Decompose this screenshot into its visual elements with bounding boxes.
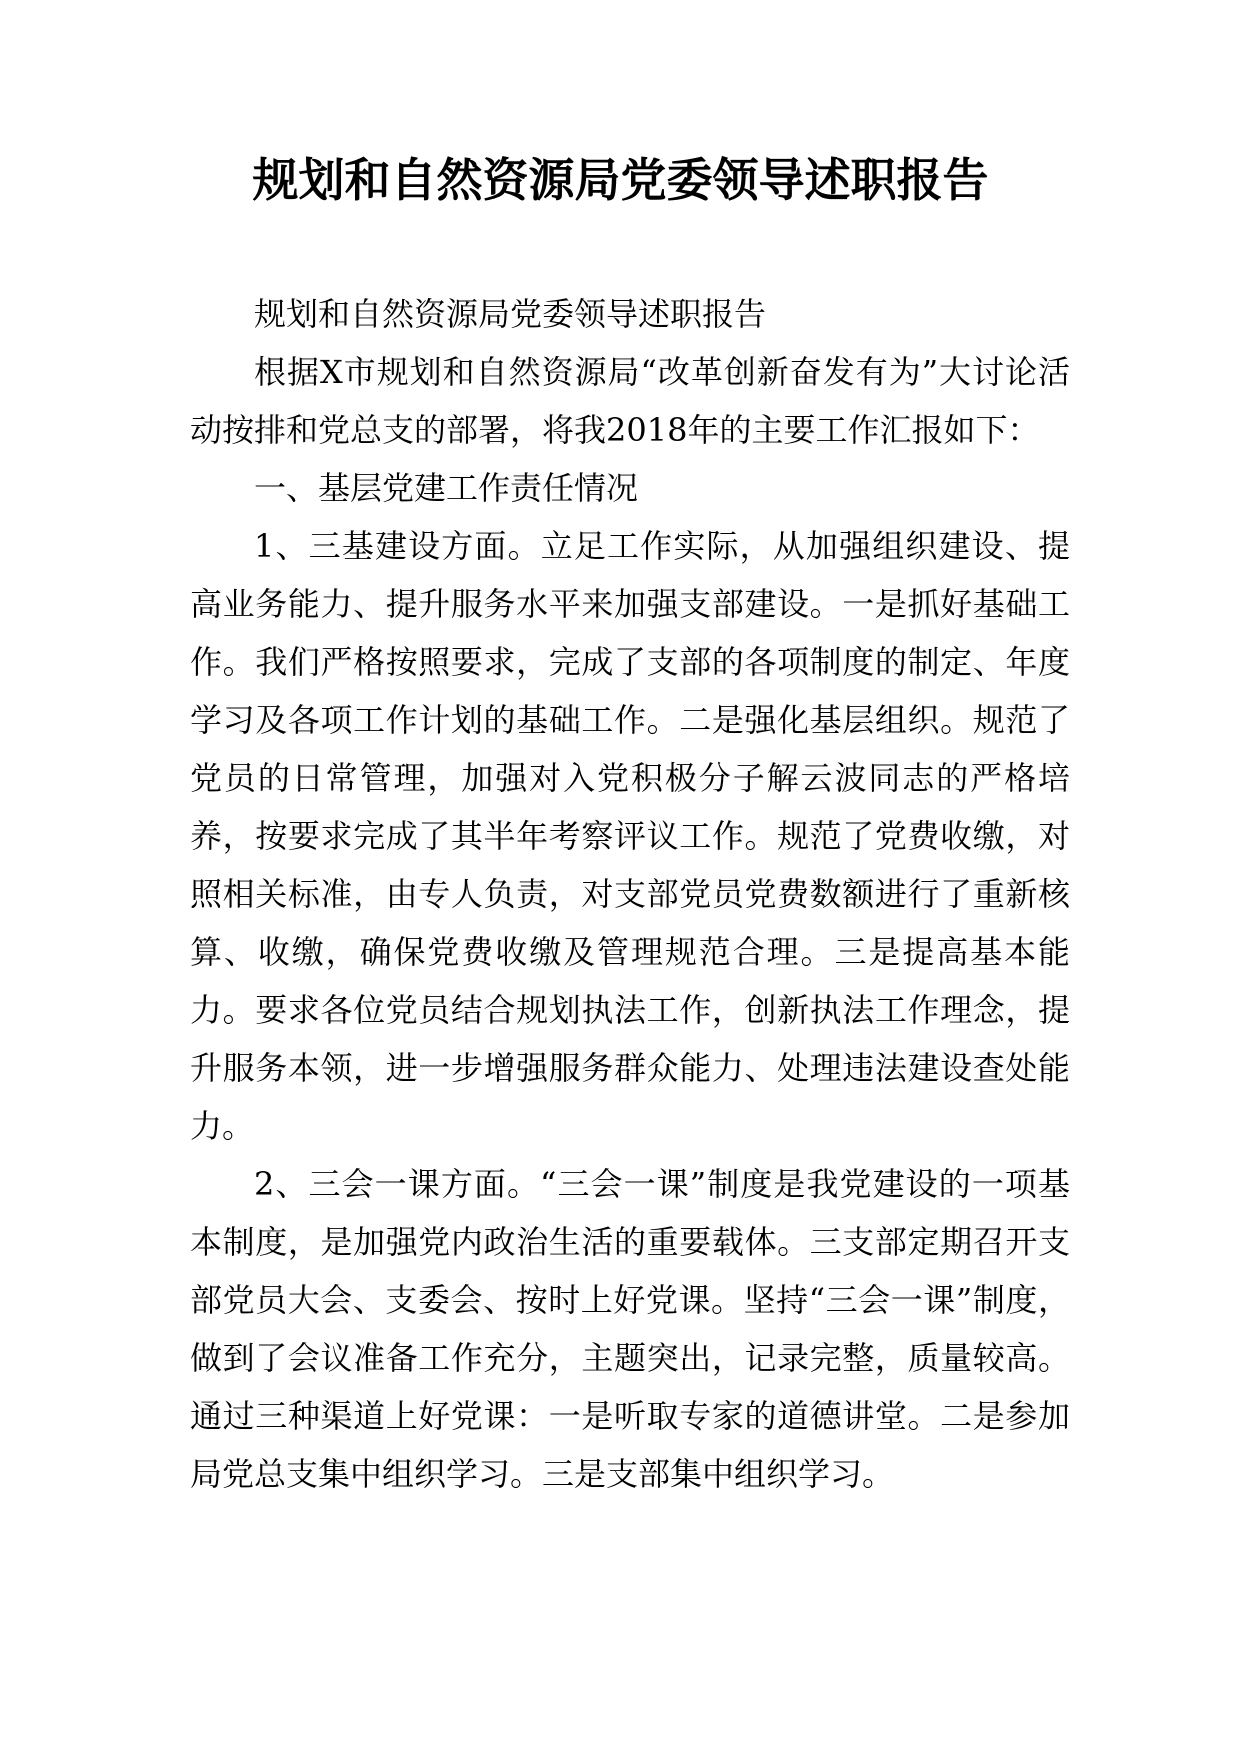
section-heading: 一、基层党建工作责任情况 xyxy=(254,469,639,507)
paragraph-three-meetings: 2、三会一课方面。“三会一课”制度是我党建设的一项基本制度，是加强党内政治生活的重要载体。三支部定期召开支部党员大会、支委会、按时上好党课。坚持“三会一课”制度，做到了会议准备工作充分，主题突出，记录完整，质量较高。通过三种渠道上好党课：一是听取专家的道德讲堂。二是参加局党总支集中组织学习。三是支部集中组织学习。 xyxy=(190,1165,1070,1493)
paragraph-intro: 根据X市规划和自然资源局“改革创新奋发有为”大讨论活动按排和党总支的部署，将我2018年的主要工作汇报如下： xyxy=(190,353,1070,449)
document-body xyxy=(190,285,1070,1503)
paragraph-three-basics: 1、三基建设方面。立足工作实际，从加强组织建设、提高业务能力、提升服务水平来加强支部建设。一是抓好基础工作。我们严格按照要求，完成了支部的各项制度的制定、年度学习及各项工作计划的基础工作。二是强化基层组织。规范了党员的日常管理，加强对入党积极分子解云波同志的严格培养，按要求完成了其半年考察评议工作。规范了党费收缴，对照相关标准，由专人负责，对支部党员党费数额进行了重新核算、收缴，确保党费收缴及管理规范合理。三是提高基本能力。要求各位党员结合规划执法工作，创新执法工作理念，提升服务本领，进一步增强服务群众能力、处理违法建设查处能力。 xyxy=(190,527,1070,1145)
paragraph-subtitle: 规划和自然资源局党委领导述职报告 xyxy=(254,295,767,333)
document-title: 规划和自然资源局党委领导述职报告 xyxy=(252,153,989,207)
